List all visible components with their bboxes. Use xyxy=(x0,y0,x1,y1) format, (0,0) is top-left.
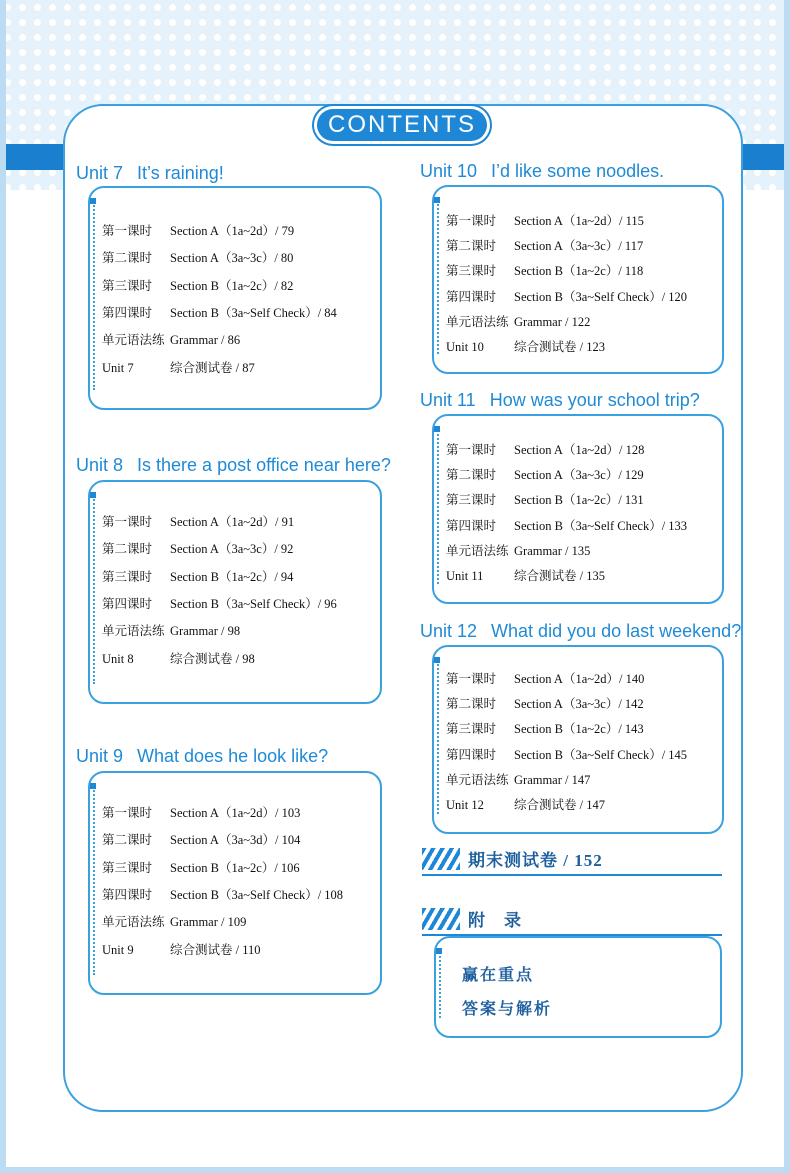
lesson-entry[interactable] xyxy=(446,795,605,813)
lesson-text: Section B（3a~Self Check）/ 145 xyxy=(514,747,688,762)
lesson-entry[interactable] xyxy=(446,719,644,737)
lesson-label: 第四课时 xyxy=(446,518,497,533)
unit-number: Unit 9 xyxy=(76,746,124,766)
lesson-text: Section A（3a~3c）/ 117 xyxy=(514,239,644,254)
lesson-entry[interactable] xyxy=(446,745,687,763)
lesson-label: Unit 11 xyxy=(446,569,484,583)
unit-heading[interactable] xyxy=(420,390,700,411)
lesson-text: 综合测试卷 / 87 xyxy=(170,360,255,375)
bullet-icon xyxy=(90,198,96,204)
lesson-entry[interactable] xyxy=(102,803,300,821)
lesson-entry[interactable] xyxy=(102,621,240,639)
lesson-label: 第一课时 xyxy=(102,224,153,238)
lesson-entry[interactable] xyxy=(102,940,261,958)
lesson-text: Grammar / 122 xyxy=(514,314,591,329)
lesson-label: 单元语法练 xyxy=(102,915,165,930)
unit-heading[interactable] xyxy=(76,455,391,476)
lesson-text: Section A（3a~3c）/ 129 xyxy=(514,468,644,483)
lesson-text: Section B（1a~2c）/ 131 xyxy=(514,493,644,508)
lesson-label: 第四课时 xyxy=(446,747,497,762)
dotted-rule xyxy=(93,787,95,975)
lesson-label: 第四课时 xyxy=(446,289,497,304)
lesson-entry[interactable] xyxy=(446,694,644,712)
bullet-icon xyxy=(90,783,96,789)
lesson-entry[interactable] xyxy=(446,490,644,508)
lesson-entry[interactable] xyxy=(102,512,294,530)
lesson-text: Section B（3a~Self Check）/ 120 xyxy=(514,289,688,304)
lesson-label: 第一课时 xyxy=(446,443,497,457)
lesson-label: 第三课时 xyxy=(446,264,497,279)
lesson-text: Section B（3a~Self Check）/ 133 xyxy=(514,518,688,533)
lesson-label: 第四课时 xyxy=(102,887,153,902)
lesson-label: 第二课时 xyxy=(102,251,153,266)
lesson-entry[interactable] xyxy=(102,649,255,667)
lesson-entry[interactable] xyxy=(102,912,246,930)
appendix-label: 附 录 xyxy=(468,911,522,930)
lesson-text: Section B（3a~Self Check）/ 96 xyxy=(170,596,337,611)
dotted-rule xyxy=(93,202,95,390)
lesson-text: Section A（1a~2d）/ 79 xyxy=(170,224,295,238)
unit-number: Unit 11 xyxy=(420,390,476,410)
page-bottom-edge xyxy=(0,1167,790,1173)
lesson-text: Grammar / 109 xyxy=(170,915,247,930)
lesson-entry[interactable] xyxy=(102,885,343,903)
page-left-edge xyxy=(0,0,6,1173)
lesson-label: 单元语法练 xyxy=(446,543,509,558)
lesson-text: Section B（1a~2c）/ 143 xyxy=(514,722,644,737)
appendix-box xyxy=(434,936,722,1038)
dotted-rule xyxy=(437,661,439,814)
lesson-label: Unit 10 xyxy=(446,340,484,354)
unit-heading[interactable] xyxy=(76,746,328,767)
bullet-icon xyxy=(434,197,440,203)
unit-number: Unit 10 xyxy=(420,161,478,181)
unit-number: Unit 7 xyxy=(76,163,124,183)
lesson-entry[interactable] xyxy=(446,669,644,687)
unit-title: What did you do last weekend? xyxy=(491,621,742,641)
lesson-text: Section A（1a~2d）/ 103 xyxy=(170,806,301,820)
dotted-rule xyxy=(437,430,439,584)
lesson-label: 第三课时 xyxy=(102,860,153,875)
lesson-entry[interactable] xyxy=(102,330,240,348)
lesson-label: Unit 7 xyxy=(102,360,134,375)
unit-title: Is there a post office near here? xyxy=(137,455,391,475)
lesson-text: Section A（1a~2d）/ 140 xyxy=(514,672,645,686)
unit-title: What does he look like? xyxy=(137,746,329,766)
lesson-label: 第二课时 xyxy=(102,833,153,848)
lesson-entry[interactable] xyxy=(446,261,643,279)
appendix-item[interactable]: 答案与解析 xyxy=(462,1001,553,1018)
unit-lessons-box xyxy=(88,186,382,410)
lesson-text: Section A（3a~3c）/ 92 xyxy=(170,542,294,557)
lesson-label: 第二课时 xyxy=(446,697,497,712)
lesson-entry[interactable] xyxy=(102,830,300,848)
lesson-label: 第三课时 xyxy=(102,278,153,293)
lesson-entry[interactable] xyxy=(102,248,293,266)
lesson-entry[interactable] xyxy=(446,312,590,330)
lesson-label: 第三课时 xyxy=(446,493,497,508)
lesson-label: 单元语法练 xyxy=(446,772,509,787)
appendix-item[interactable]: 赢在重点 xyxy=(462,967,535,984)
lesson-label: 第一课时 xyxy=(446,214,497,228)
lesson-entry[interactable] xyxy=(446,236,643,254)
lesson-text: Section A（1a~2d）/ 91 xyxy=(170,515,295,529)
lesson-label: Unit 12 xyxy=(446,798,484,812)
lesson-text: Section A（1a~2d）/ 115 xyxy=(514,214,644,228)
lesson-text: Section A（1a~2d）/ 128 xyxy=(514,443,645,457)
lesson-text: Grammar / 147 xyxy=(514,772,591,787)
lesson-label: 第三课时 xyxy=(446,722,497,737)
unit-title: I’d like some noodles. xyxy=(491,161,665,181)
bullet-icon xyxy=(90,492,96,498)
lesson-entry[interactable] xyxy=(446,465,644,483)
lesson-entry[interactable] xyxy=(446,566,605,584)
unit-title: It’s raining! xyxy=(137,163,224,183)
lesson-label: 第一课时 xyxy=(446,672,497,686)
lesson-text: 综合测试卷 / 147 xyxy=(514,798,605,812)
lesson-label: Unit 8 xyxy=(102,651,134,666)
lesson-text: Grammar / 86 xyxy=(170,333,241,348)
dotted-rule xyxy=(439,952,441,1018)
lesson-label: 单元语法练 xyxy=(102,333,165,348)
stripes-icon xyxy=(422,848,460,870)
dotted-rule xyxy=(93,496,95,684)
lesson-label: 第一课时 xyxy=(102,515,153,529)
lesson-label: 第一课时 xyxy=(102,806,153,820)
lesson-label: 第二课时 xyxy=(102,542,153,557)
lesson-entry[interactable] xyxy=(446,516,687,534)
lesson-entry[interactable] xyxy=(446,211,644,229)
lesson-text: 综合测试卷 / 110 xyxy=(170,942,261,957)
lesson-text: Section A（3a~3c）/ 142 xyxy=(514,697,644,712)
lesson-entry[interactable] xyxy=(102,303,337,321)
page-title: CONTENTS xyxy=(317,109,487,141)
dotted-rule xyxy=(437,201,439,354)
unit-heading[interactable] xyxy=(420,161,664,182)
lesson-entry[interactable] xyxy=(102,539,293,557)
unit-heading[interactable] xyxy=(420,621,741,642)
lesson-entry[interactable] xyxy=(102,594,337,612)
lesson-text: Section B（1a~2c）/ 82 xyxy=(170,278,294,293)
lesson-entry[interactable] xyxy=(102,276,293,294)
lesson-text: Grammar / 98 xyxy=(170,624,241,639)
lesson-label: 单元语法练 xyxy=(446,314,509,329)
bullet-icon xyxy=(434,657,440,663)
lesson-label: 第四课时 xyxy=(102,596,153,611)
lesson-label: 第二课时 xyxy=(446,239,497,254)
lesson-entry[interactable] xyxy=(102,358,255,376)
lesson-entry[interactable] xyxy=(446,440,644,458)
bullet-icon xyxy=(434,426,440,432)
final-exam-label: 期末测试卷 / 152 xyxy=(468,851,603,870)
left-blue-band xyxy=(0,144,70,170)
lesson-label: 第三课时 xyxy=(102,569,153,584)
unit-title: How was your school trip? xyxy=(489,390,700,410)
unit-number: Unit 12 xyxy=(420,621,478,641)
lesson-text: Grammar / 135 xyxy=(514,543,591,558)
lesson-text: 综合测试卷 / 135 xyxy=(514,569,605,583)
lesson-text: Section B（3a~Self Check）/ 84 xyxy=(170,305,337,320)
unit-heading[interactable] xyxy=(76,163,224,184)
lesson-text: Section A（3a~3d）/ 104 xyxy=(170,833,301,848)
lesson-entry[interactable] xyxy=(102,221,294,239)
lesson-label: Unit 9 xyxy=(102,942,134,957)
lesson-label: 第二课时 xyxy=(446,468,497,483)
final-exam-heading[interactable] xyxy=(422,846,722,876)
lesson-text: 综合测试卷 / 123 xyxy=(514,340,605,354)
lesson-label: 单元语法练 xyxy=(102,624,165,639)
unit-number: Unit 8 xyxy=(76,455,124,475)
lesson-entry[interactable] xyxy=(446,770,590,788)
lesson-entry[interactable] xyxy=(102,567,293,585)
lesson-text: Section B（1a~2c）/ 94 xyxy=(170,569,294,584)
lesson-text: Section B（3a~Self Check）/ 108 xyxy=(170,887,344,902)
stripes-icon xyxy=(422,908,460,930)
appendix-heading xyxy=(422,906,722,936)
lesson-entry[interactable] xyxy=(446,541,590,559)
lesson-entry[interactable] xyxy=(446,287,687,305)
bullet-icon xyxy=(436,948,442,954)
lesson-text: Section B（1a~2c）/ 118 xyxy=(514,264,644,279)
lesson-label: 第四课时 xyxy=(102,305,153,320)
lesson-text: Section B（1a~2c）/ 106 xyxy=(170,860,300,875)
lesson-entry[interactable] xyxy=(102,858,300,876)
page-right-edge xyxy=(784,0,790,1173)
lesson-text: 综合测试卷 / 98 xyxy=(170,651,255,666)
lesson-text: Section A（3a~3c）/ 80 xyxy=(170,251,294,266)
lesson-entry[interactable] xyxy=(446,337,605,355)
